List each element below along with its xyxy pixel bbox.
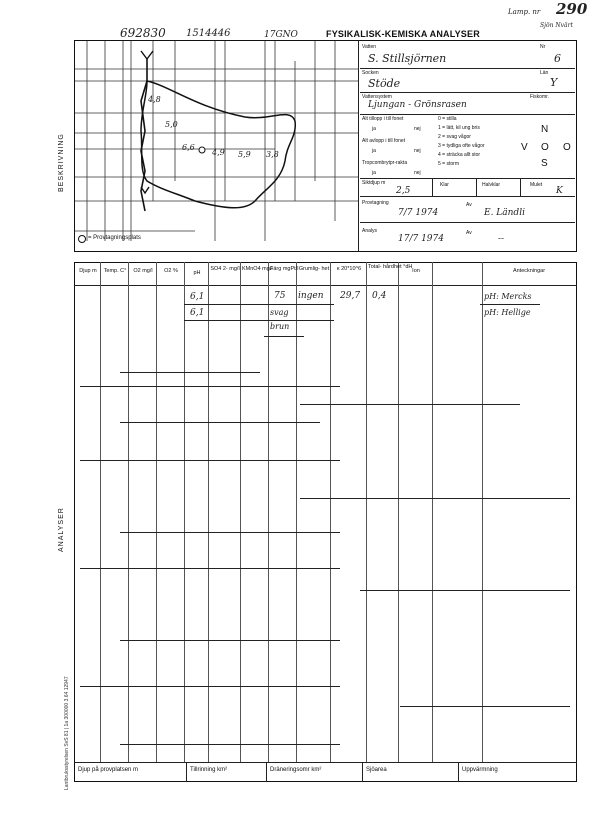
page-sub: Sjön Nvärt: [540, 22, 573, 29]
depth-label: 5,9: [238, 150, 251, 159]
provtagning-label: Provtagning: [362, 200, 389, 206]
col-header: KMnO4 mg/l: [242, 266, 273, 272]
provtagning-by: E. Ländli: [484, 208, 525, 218]
compass-s: S: [541, 158, 548, 169]
row2-farg: svag: [270, 308, 289, 317]
row2-ph: 6,1: [190, 308, 205, 318]
siktdjup-label: Siktdjup m: [362, 180, 386, 186]
footer-tillrinning: Tillrinning km²: [190, 767, 228, 773]
mulet-label: Mulet: [530, 182, 543, 188]
col-header: pH: [193, 270, 201, 276]
avlopp-label: Alt avlopp i till fonet: [362, 138, 406, 144]
compass-n: N: [541, 124, 549, 135]
beskrivning-label: BESKRIVNING: [58, 133, 65, 192]
col-header: Temp. C°: [103, 268, 127, 274]
vind-legend: 0 = stilla: [438, 116, 457, 122]
depth-label: 3,8: [266, 150, 279, 159]
col-header: Total- hårdhet °dH: [368, 264, 413, 270]
footer-dranage: Dräneringsomr km²: [270, 767, 322, 773]
sampling-point-icon: [78, 235, 86, 243]
lan-value: Y: [550, 76, 558, 89]
header-rule: [74, 285, 577, 286]
page-title: FYSIKALISK-KEMISKA ANALYSER: [326, 29, 480, 39]
fiskomr-label: Fiskomr.: [530, 94, 549, 100]
klar-label: Klar: [440, 182, 449, 188]
col-header: Färg mgPt/l: [270, 266, 299, 272]
footer-djup: Djup på provplatsen m: [78, 767, 139, 773]
av2-label: Av: [466, 230, 472, 236]
divider: [358, 40, 359, 252]
record-code: 692830: [120, 26, 166, 40]
vind-legend: 1 = lätt, kil ung bris: [438, 125, 480, 131]
footer-sjoarea: Sjöarea: [366, 767, 387, 773]
vattensystem-value: Ljungan - Grönsrasen: [368, 100, 467, 110]
vatten-value: S. Stillsjörnen: [368, 52, 447, 65]
tillopp-nej: nej: [414, 126, 421, 132]
vind-legend: 2 = svag vågor: [438, 134, 471, 140]
depth-label: 4,9: [212, 148, 225, 157]
legend-text: = Provtagningsplats: [88, 235, 141, 241]
socken-label: Socken: [362, 70, 379, 76]
vattensystem-label: Vattensystem: [362, 94, 392, 100]
record-code-2: 1514446: [186, 28, 231, 39]
vatten-label: Vatten: [362, 44, 377, 50]
analysis-table: [74, 262, 577, 782]
avlopp-nej: nej: [414, 148, 421, 154]
row1-kappa: 29,7: [340, 291, 361, 301]
nr-value: 6: [554, 52, 561, 65]
socken-value: Stöde: [368, 77, 401, 90]
provtagning-date: 7/7 1974: [398, 208, 439, 218]
tryck-label: Tropcombrytpr-rakta: [362, 160, 408, 166]
depth-label: 6,6: [182, 143, 195, 152]
avlopp-ja: ja: [372, 148, 376, 154]
row1-farg: 75: [274, 291, 286, 301]
compass-o: O: [563, 142, 571, 153]
row2-anteck: pH: Hellige: [484, 308, 531, 317]
tillopp-ja: ja: [372, 126, 376, 132]
depth-label: 4,8: [148, 95, 161, 104]
col-header: O2 %: [164, 268, 178, 274]
col-header: Grumlig- het: [298, 266, 330, 272]
compass-o: O: [541, 142, 549, 153]
tillopp-label: Alt tillopp i till fonet: [362, 116, 404, 122]
col-header: SO4 2- mg/l: [210, 266, 240, 272]
tryck-ja: ja: [372, 170, 376, 176]
analys-label: Analys: [362, 228, 378, 234]
lake-map: [75, 41, 358, 251]
analyser-label: ANALYSER: [58, 507, 65, 552]
mulet-value: K: [556, 186, 563, 196]
col-header: κ 20*10^6: [336, 266, 362, 272]
halvklar-label: Halvklar: [482, 182, 501, 188]
col-header: Ion: [412, 268, 420, 274]
print-info: Lantbruksstyrelsen SvS 81 | 1a 300000 3.64 12947: [64, 676, 70, 790]
depth-label: 5,0: [165, 120, 178, 129]
compass-v: V: [521, 142, 528, 153]
row1-anteck: pH: Mercks: [484, 292, 532, 301]
analys-by: --: [498, 234, 505, 244]
record-code-3: 17GNO: [264, 30, 298, 40]
lan-label: Län: [540, 70, 549, 76]
row3-farg: brun: [270, 322, 290, 331]
nr-label: Nr: [540, 44, 546, 50]
stamp-label: Lamp. nr: [508, 8, 541, 16]
vind-legend: 3 = tydliga ofte vågor: [438, 143, 485, 149]
av-label: Av: [466, 202, 472, 208]
col-header: Anteckningar: [512, 268, 546, 274]
footer-uppvarmning: Uppvärmning: [462, 767, 498, 773]
page-number: 290: [556, 0, 588, 18]
siktdjup-value: 2,5: [396, 186, 411, 196]
analys-date: 17/7 1974: [398, 234, 444, 244]
col-header: O2 mg/l: [133, 268, 153, 274]
tryck-nej: nej: [414, 170, 421, 176]
row1-hardhet: 0,4: [372, 291, 387, 301]
col-header: Djup m: [79, 268, 97, 274]
vind-legend: 4 = sträcka allt stor: [438, 152, 481, 158]
row1-grumlig: ingen: [298, 291, 324, 301]
vind-legend: 5 = storm: [438, 161, 459, 167]
row1-ph: 6,1: [190, 292, 205, 302]
